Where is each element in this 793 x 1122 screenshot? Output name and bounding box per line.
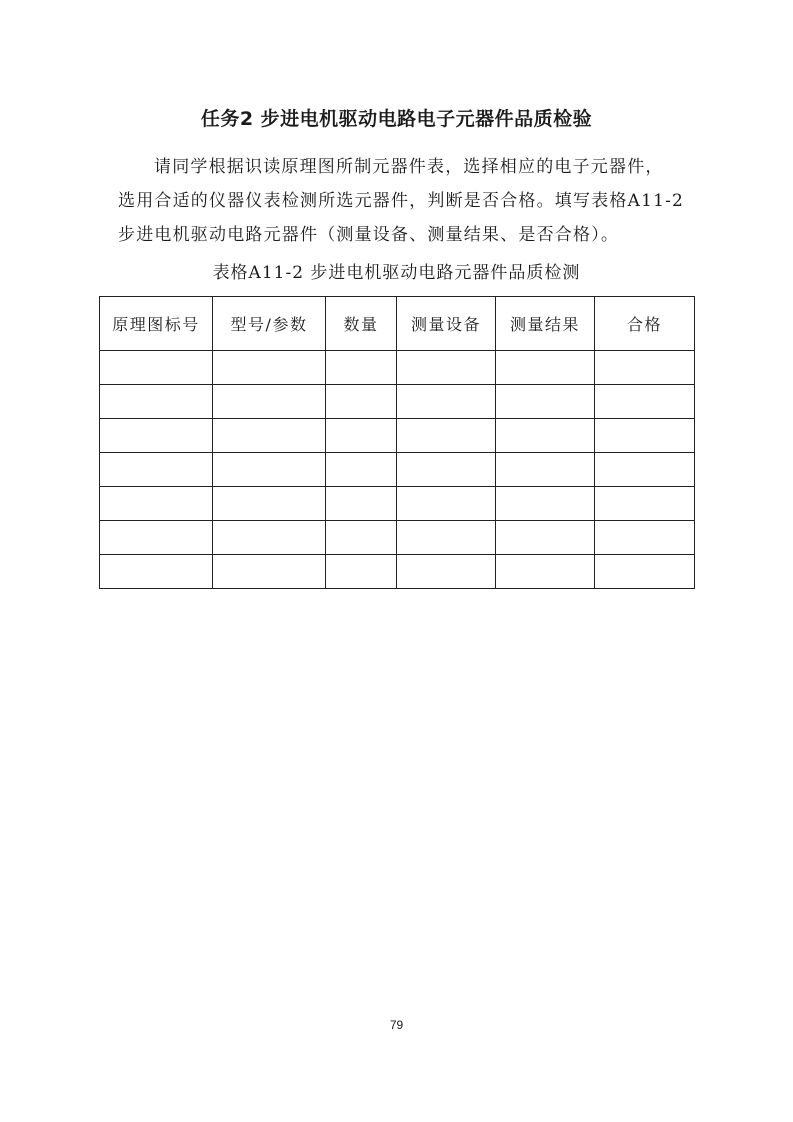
- table-cell[interactable]: [326, 351, 397, 385]
- table-cell[interactable]: [496, 521, 595, 555]
- table-cell[interactable]: [100, 555, 213, 589]
- instruction-paragraph: [118, 150, 693, 252]
- table-cell[interactable]: [326, 419, 397, 453]
- table-header-row: [100, 297, 695, 351]
- paragraph-line: 步进电机驱动电路元器件（测量设备、测量结果、是否合格）。: [118, 225, 620, 245]
- table-cell[interactable]: [397, 555, 496, 589]
- table-cell[interactable]: [326, 453, 397, 487]
- header-qualified: 合格: [595, 297, 695, 351]
- table-cell[interactable]: [496, 385, 595, 419]
- header-schematic-label: 原理图标号: [100, 297, 213, 351]
- table-cell[interactable]: [496, 419, 595, 453]
- table-cell[interactable]: [326, 487, 397, 521]
- table-cell[interactable]: [496, 351, 595, 385]
- table-cell[interactable]: [595, 521, 695, 555]
- table-row: [100, 555, 695, 589]
- table-cell[interactable]: [595, 385, 695, 419]
- page-title: 任务2 步进电机驱动电路电子元器件品质检验: [200, 108, 593, 130]
- table-cell[interactable]: [326, 555, 397, 589]
- table-cell[interactable]: [100, 351, 213, 385]
- table-cell[interactable]: [397, 487, 496, 521]
- table-cell[interactable]: [397, 419, 496, 453]
- table-row: [100, 521, 695, 555]
- table-cell[interactable]: [213, 385, 326, 419]
- table-row: [100, 385, 695, 419]
- table-cell[interactable]: [213, 487, 326, 521]
- table-cell[interactable]: [100, 453, 213, 487]
- table-cell[interactable]: [595, 453, 695, 487]
- table-row: [100, 351, 695, 385]
- table-cell[interactable]: [326, 385, 397, 419]
- paragraph-line: 请同学根据识读原理图所制元器件表，选择相应的电子元器件，: [154, 157, 664, 177]
- table-row: [100, 453, 695, 487]
- table-cell[interactable]: [496, 487, 595, 521]
- table-row: [100, 419, 695, 453]
- table-cell[interactable]: [100, 521, 213, 555]
- header-model-parameter: 型号/参数: [213, 297, 326, 351]
- table-cell[interactable]: [595, 487, 695, 521]
- table-cell[interactable]: [100, 385, 213, 419]
- header-quantity: 数量: [326, 297, 397, 351]
- table-cell[interactable]: [496, 453, 595, 487]
- table-cell[interactable]: [496, 555, 595, 589]
- table-cell[interactable]: [100, 419, 213, 453]
- table-cell[interactable]: [326, 521, 397, 555]
- table-cell[interactable]: [397, 453, 496, 487]
- table-row: [100, 487, 695, 521]
- component-inspection-table: [99, 296, 695, 589]
- table-cell[interactable]: [213, 521, 326, 555]
- paragraph-line: 选用合适的仪器仪表检测所选元器件，判断是否合格。填写表格A11-2: [118, 191, 685, 211]
- table-caption: 表格A11-2 步进电机驱动电路元器件品质检测: [212, 263, 581, 283]
- table-cell[interactable]: [213, 453, 326, 487]
- table-cell[interactable]: [213, 351, 326, 385]
- table-cell[interactable]: [595, 419, 695, 453]
- table-cell[interactable]: [397, 385, 496, 419]
- page-number: 79: [389, 1018, 404, 1032]
- table-cell[interactable]: [595, 555, 695, 589]
- header-measuring-equipment: 测量设备: [397, 297, 496, 351]
- table-cell[interactable]: [213, 555, 326, 589]
- table-cell[interactable]: [100, 487, 213, 521]
- table-cell[interactable]: [397, 351, 496, 385]
- header-measurement-result: 测量结果: [496, 297, 595, 351]
- table-cell[interactable]: [213, 419, 326, 453]
- table-cell[interactable]: [595, 351, 695, 385]
- table-cell[interactable]: [397, 521, 496, 555]
